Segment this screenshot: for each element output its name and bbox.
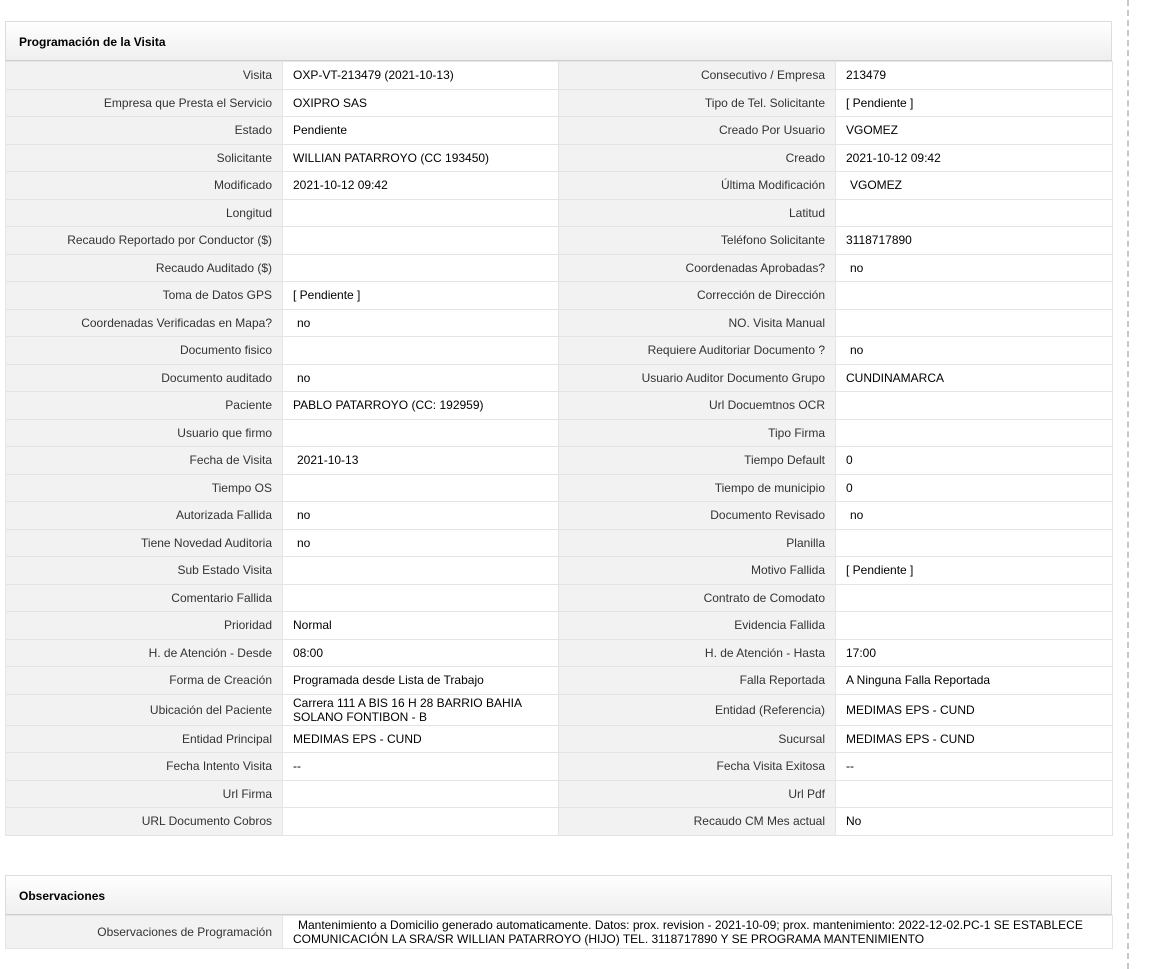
field-label: Sucursal	[559, 725, 836, 753]
field-label: Latitud	[559, 199, 836, 227]
table-row	[6, 227, 1113, 255]
field-value	[283, 419, 559, 447]
field-value: 17:00	[836, 639, 1113, 667]
field-value	[283, 227, 559, 255]
field-label: Url Firma	[6, 780, 283, 808]
field-value: 0	[836, 447, 1113, 475]
table-row	[6, 725, 1113, 753]
field-value: [ Pendiente ]	[836, 89, 1113, 117]
field-label: Última Modificación	[559, 172, 836, 200]
field-value	[283, 254, 559, 282]
field-label: Url Pdf	[559, 780, 836, 808]
field-label: Falla Reportada	[559, 667, 836, 695]
table-row	[6, 612, 1113, 640]
field-label: Tiempo OS	[6, 474, 283, 502]
observaciones-table	[5, 915, 1113, 949]
field-value: Normal	[283, 612, 559, 640]
field-value	[836, 584, 1113, 612]
field-label: Tipo Firma	[559, 419, 836, 447]
field-label: H. de Atención - Hasta	[559, 639, 836, 667]
observaciones-title: Observaciones	[5, 875, 1112, 915]
field-value	[836, 612, 1113, 640]
field-value: Carrera 111 A BIS 16 H 28 BARRIO BAHIA SOLANO FONTIBON - B	[283, 694, 559, 725]
field-value: --	[283, 753, 559, 781]
field-value: WILLIAN PATARROYO (CC 193450)	[283, 144, 559, 172]
field-value: no	[836, 337, 1113, 365]
field-value: No	[836, 808, 1113, 836]
field-value: 0	[836, 474, 1113, 502]
field-label: Corrección de Dirección	[559, 282, 836, 310]
field-label: Ubicación del Paciente	[6, 694, 283, 725]
table-row	[6, 447, 1113, 475]
field-value	[836, 392, 1113, 420]
field-label: Observaciones de Programación	[6, 916, 283, 949]
field-value: VGOMEZ	[836, 172, 1113, 200]
field-label: Tiene Novedad Auditoria	[6, 529, 283, 557]
field-value: 08:00	[283, 639, 559, 667]
page-right-dashed-border	[1127, 0, 1129, 969]
field-label: Paciente	[6, 392, 283, 420]
field-label: Tiempo Default	[559, 447, 836, 475]
table-row	[6, 667, 1113, 695]
field-label: Teléfono Solicitante	[559, 227, 836, 255]
field-value: MEDIMAS EPS - CUND	[283, 725, 559, 753]
table-row	[6, 172, 1113, 200]
field-label: Evidencia Fallida	[559, 612, 836, 640]
field-value	[836, 309, 1113, 337]
field-label: Consecutivo / Empresa	[559, 62, 836, 90]
field-label: URL Documento Cobros	[6, 808, 283, 836]
field-value: Mantenimiento a Domicilio generado automaticamente. Datos: prox. revision - 2021-10-09; prox. mantenimiento: 2022-12-02.PC-1 SE ESTABLECE COMUNICACIÓN LA SRA/SR WILLIAN PATARROYO (HIJO) TEL. 3118717890 Y SE PROGRAMA MANTENIMIENTO	[293, 918, 1083, 946]
field-value	[836, 419, 1113, 447]
field-value	[836, 282, 1113, 310]
programacion-panel	[5, 21, 1112, 836]
table-row	[6, 254, 1113, 282]
table-row	[6, 364, 1113, 392]
field-value: Pendiente	[283, 117, 559, 145]
field-value: [ Pendiente ]	[283, 282, 559, 310]
field-label: Requiere Auditoriar Documento ?	[559, 337, 836, 365]
table-row	[6, 337, 1113, 365]
field-label: Fecha de Visita	[6, 447, 283, 475]
field-label: Fecha Intento Visita	[6, 753, 283, 781]
field-label: Contrato de Comodato	[559, 584, 836, 612]
field-label: Solicitante	[6, 144, 283, 172]
field-value: no	[836, 502, 1113, 530]
programacion-table	[5, 61, 1113, 836]
table-row	[6, 89, 1113, 117]
field-value: 213479	[836, 62, 1113, 90]
field-label: Sub Estado Visita	[6, 557, 283, 585]
table-row	[6, 780, 1113, 808]
field-label: Documento Revisado	[559, 502, 836, 530]
field-label: Toma de Datos GPS	[6, 282, 283, 310]
field-value: no	[283, 529, 559, 557]
table-row	[6, 584, 1113, 612]
field-value	[283, 474, 559, 502]
field-value: VGOMEZ	[836, 117, 1113, 145]
field-value: 3118717890	[836, 227, 1113, 255]
field-value: 2021-10-12 09:42	[283, 172, 559, 200]
field-value: no	[836, 254, 1113, 282]
field-value: --	[836, 753, 1113, 781]
table-row	[6, 144, 1113, 172]
field-label: Documento fisico	[6, 337, 283, 365]
field-label: Prioridad	[6, 612, 283, 640]
field-value	[836, 529, 1113, 557]
field-value: Programada desde Lista de Trabajo	[283, 667, 559, 695]
table-row	[6, 419, 1113, 447]
table-row	[6, 474, 1113, 502]
field-value: 2021-10-12 09:42	[836, 144, 1113, 172]
field-value: 2021-10-13	[283, 447, 559, 475]
observaciones-panel	[5, 875, 1112, 949]
field-label: Empresa que Presta el Servicio	[6, 89, 283, 117]
field-value	[283, 337, 559, 365]
field-label: Recaudo Reportado por Conductor ($)	[6, 227, 283, 255]
table-row	[6, 639, 1113, 667]
field-label: Documento auditado	[6, 364, 283, 392]
field-value	[836, 199, 1113, 227]
field-value: PABLO PATARROYO (CC: 192959)	[283, 392, 559, 420]
field-value: MEDIMAS EPS - CUND	[836, 694, 1113, 725]
field-value: CUNDINAMARCA	[836, 364, 1113, 392]
field-label: Entidad Principal	[6, 725, 283, 753]
table-row	[6, 753, 1113, 781]
table-row	[6, 557, 1113, 585]
field-value: OXP-VT-213479 (2021-10-13)	[283, 62, 559, 90]
table-row	[6, 62, 1113, 90]
field-label: Motivo Fallida	[559, 557, 836, 585]
field-label: Entidad (Referencia)	[559, 694, 836, 725]
field-label: Comentario Fallida	[6, 584, 283, 612]
field-label: Planilla	[559, 529, 836, 557]
field-value: no	[283, 502, 559, 530]
field-label: Usuario que firmo	[6, 419, 283, 447]
field-label: Forma de Creación	[6, 667, 283, 695]
field-value: MEDIMAS EPS - CUND	[836, 725, 1113, 753]
field-value	[283, 557, 559, 585]
field-label: Recaudo CM Mes actual	[559, 808, 836, 836]
table-row	[6, 392, 1113, 420]
field-label: H. de Atención - Desde	[6, 639, 283, 667]
table-row	[6, 282, 1113, 310]
field-label: Creado	[559, 144, 836, 172]
field-label: Url Docuemtnos OCR	[559, 392, 836, 420]
field-label: Usuario Auditor Documento Grupo	[559, 364, 836, 392]
field-value	[283, 584, 559, 612]
table-row	[6, 916, 1113, 949]
field-value: OXIPRO SAS	[283, 89, 559, 117]
field-label: Estado	[6, 117, 283, 145]
field-value	[283, 199, 559, 227]
field-label: NO. Visita Manual	[559, 309, 836, 337]
field-label: Autorizada Fallida	[6, 502, 283, 530]
field-label: Longitud	[6, 199, 283, 227]
field-label: Recaudo Auditado ($)	[6, 254, 283, 282]
table-row	[6, 694, 1113, 725]
field-label: Tipo de Tel. Solicitante	[559, 89, 836, 117]
table-row	[6, 199, 1113, 227]
field-value: [ Pendiente ]	[836, 557, 1113, 585]
table-row	[6, 309, 1113, 337]
field-value	[836, 780, 1113, 808]
field-label: Tiempo de municipio	[559, 474, 836, 502]
table-row	[6, 117, 1113, 145]
table-row	[6, 529, 1113, 557]
table-row	[6, 502, 1113, 530]
programacion-title: Programación de la Visita	[5, 21, 1112, 61]
field-value: A Ninguna Falla Reportada	[836, 667, 1113, 695]
field-value	[283, 780, 559, 808]
observaciones-programacion-value	[283, 916, 1113, 949]
field-label: Fecha Visita Exitosa	[559, 753, 836, 781]
field-label: Coordenadas Verificadas en Mapa?	[6, 309, 283, 337]
field-label: Modificado	[6, 172, 283, 200]
field-label: Creado Por Usuario	[559, 117, 836, 145]
field-value	[283, 808, 559, 836]
field-label: Coordenadas Aprobadas?	[559, 254, 836, 282]
field-value: no	[283, 364, 559, 392]
field-label: Visita	[6, 62, 283, 90]
table-row	[6, 808, 1113, 836]
field-value: no	[283, 309, 559, 337]
